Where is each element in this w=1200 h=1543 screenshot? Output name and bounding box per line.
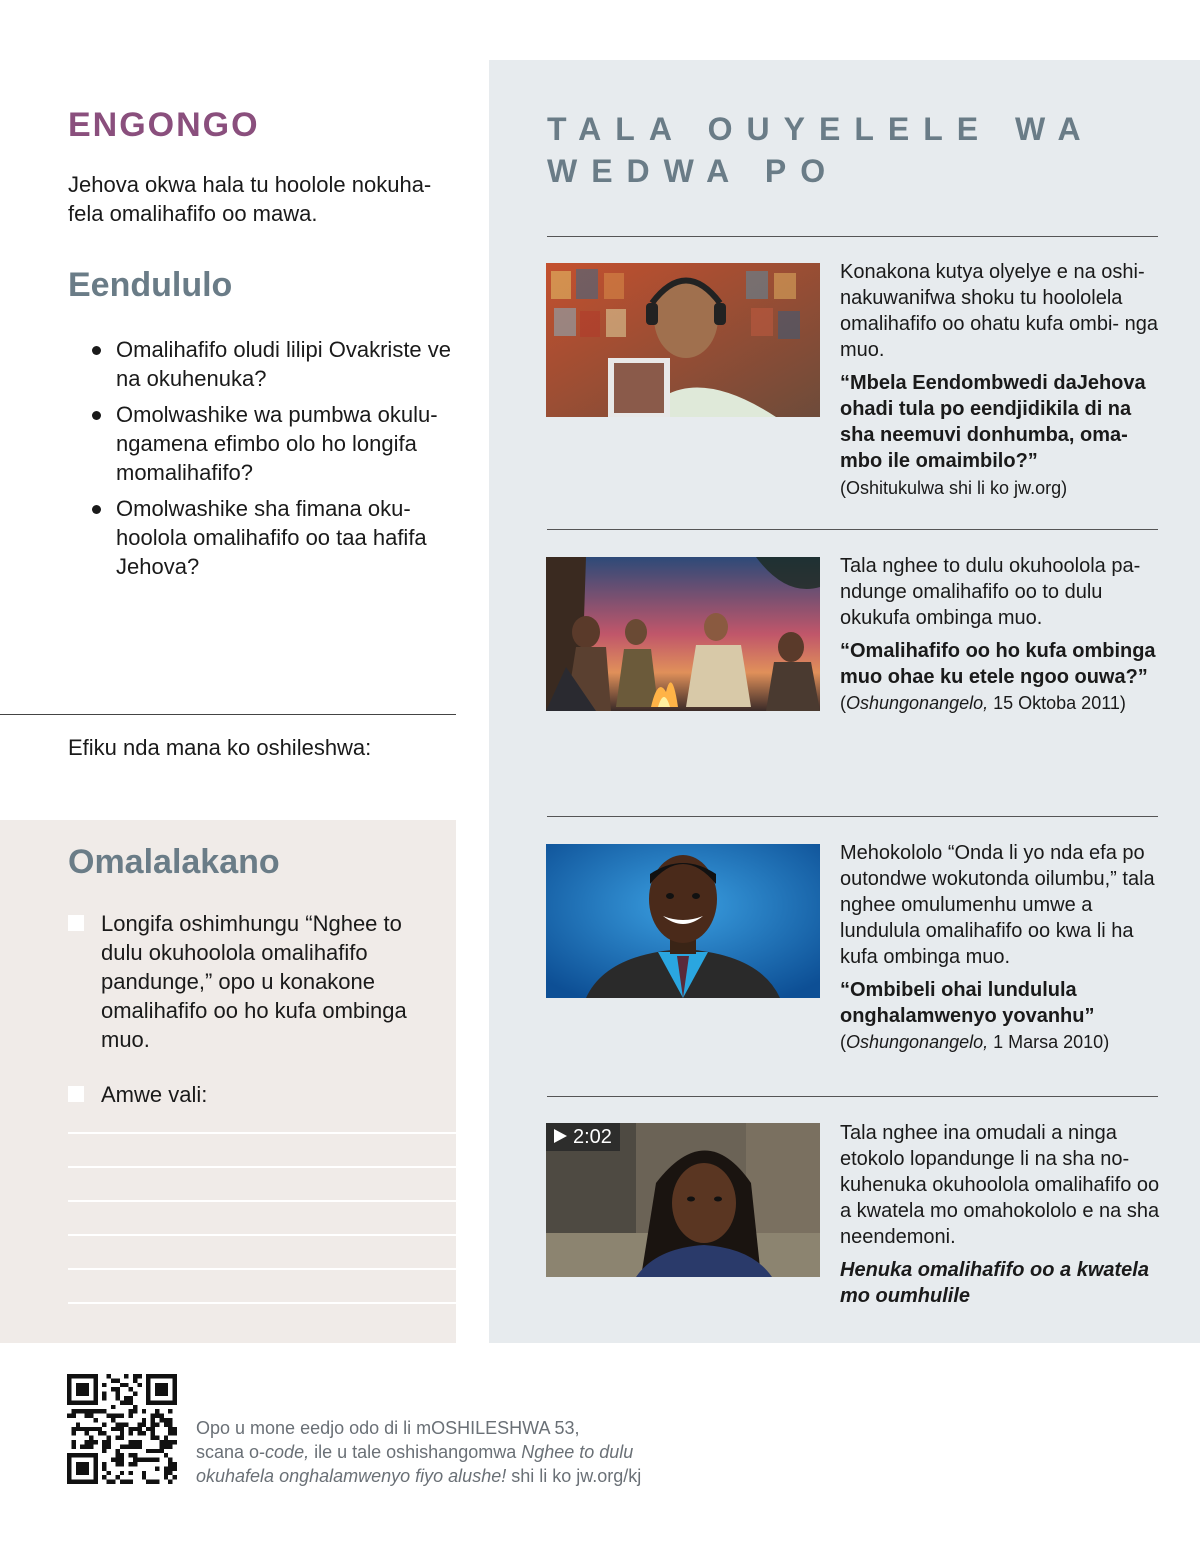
writing-line[interactable] xyxy=(68,1132,456,1134)
smiling-man-image xyxy=(546,844,820,998)
divider xyxy=(547,816,1158,817)
item-source: (Oshungonangelo, 15 Oktoba 2011) xyxy=(840,693,1126,713)
article-title-link[interactable]: “Omalihafifo oo ho kufa ombinga muo ohae ku etele ngoo ouwa?” xyxy=(840,640,1156,688)
item-source: (Oshitukulwa shi li ko jw.org) xyxy=(840,478,1068,498)
fireside-gathering-image xyxy=(546,557,820,711)
writing-line[interactable] xyxy=(68,1302,456,1304)
divider xyxy=(547,236,1158,237)
headphones-man-image xyxy=(546,263,820,417)
bullet-icon xyxy=(92,411,101,420)
item-description: Konakona kutya olyelye e na oshi- nakuwanifwa shoku tu hoololela omalihafifo oo ohatu kufa ombi- nga muo. xyxy=(840,261,1158,361)
article-title-link[interactable]: “Mbela Eendombwedi daJehova ohadi tula po eendjidikila di na sha neemuvi donhumba, oma- mbo ile omaimbilo?” xyxy=(840,372,1146,472)
article-title-link[interactable]: “Ombibeli ohai lundulula onghalamwenyo yovanhu” xyxy=(840,979,1095,1027)
review-heading: Eendululo xyxy=(68,266,233,304)
writing-line[interactable] xyxy=(68,1268,456,1270)
divider xyxy=(0,714,456,715)
qr-code-icon[interactable] xyxy=(67,1374,177,1484)
writing-line[interactable] xyxy=(68,1200,456,1202)
goal-item xyxy=(68,1080,448,1109)
article-thumbnail[interactable] xyxy=(546,557,820,711)
writing-line[interactable] xyxy=(68,1166,456,1168)
footer-note: Opo u mone eedjo odo di li mOSHILESHWA 53, scana o-code, ile u tale oshishangomwa Nghee to dulu okuhafela onghalamwenyo fiyo alushe! shi li ko jw.org/kj xyxy=(196,1418,642,1486)
article-thumbnail[interactable] xyxy=(546,263,820,417)
explore-heading: TALA OUYELELE WA WEDWA PO xyxy=(547,111,1094,189)
qr-code-graphic xyxy=(67,1374,177,1484)
divider xyxy=(547,1096,1158,1097)
review-question: Omalihafifo oludi lilipi Ovakriste ve na okuhenuka? xyxy=(92,335,460,393)
goal-item xyxy=(68,909,448,1054)
review-question: Omolwashike wa pumbwa okulu- ngamena efimbo olo ho longifa momalihafifo? xyxy=(92,400,460,487)
summary-text: Jehova okwa hala tu hoolole nokuha- fela omalihafifo oo mawa. xyxy=(68,172,432,226)
goal-text: Longifa oshimhungu “Nghee to dulu okuhoolola omalihafifo pandunge,” opo u konakone omalihafifo oo ho kufa ombinga muo. xyxy=(101,911,407,1052)
item-description: Tala nghee ina omudali a ninga etokolo lopandunge li na sha no- kuhenuka okuhoolola omalihafifo oo a kwatela mo omahokololo e na sha neendemoni. xyxy=(840,1122,1160,1248)
completion-date-label: Efiku nda mana ko oshileshwa: xyxy=(68,735,372,760)
video-duration-badge[interactable]: 2:02 xyxy=(546,1123,620,1151)
summary-heading: ENGONGO xyxy=(68,106,260,144)
divider xyxy=(547,529,1158,530)
review-questions xyxy=(92,335,460,588)
goal-text: Amwe vali: xyxy=(101,1082,208,1107)
bullet-icon xyxy=(92,505,101,514)
item-description: Mehokololo “Onda li yo nda efa po outondwe wokutonda oilumbu,” tala nghee omulumenhu umwe a lundulula omalihafifo oo kwa li ha kufa ombinga muo. xyxy=(840,842,1155,968)
bullet-icon xyxy=(92,346,101,355)
play-icon xyxy=(554,1129,567,1143)
video-title-link[interactable]: Henuka omalihafifo oo a kwatela mo oumhulile xyxy=(840,1259,1149,1307)
goals-heading: Omalalakano xyxy=(68,843,280,881)
checkbox[interactable] xyxy=(68,1086,84,1102)
item-source: (Oshungonangelo, 1 Marsa 2010) xyxy=(840,1032,1110,1052)
checkbox[interactable] xyxy=(68,915,84,931)
article-thumbnail[interactable] xyxy=(546,844,820,998)
item-description: Tala nghee to dulu okuhoolola pa- ndunge omalihafifo oo to dulu okukufa ombinga muo. xyxy=(840,555,1141,629)
review-question: Omolwashike sha fimana oku- hoolola omalihafifo oo taa hafifa Jehova? xyxy=(92,494,460,581)
writing-line[interactable] xyxy=(68,1234,456,1236)
